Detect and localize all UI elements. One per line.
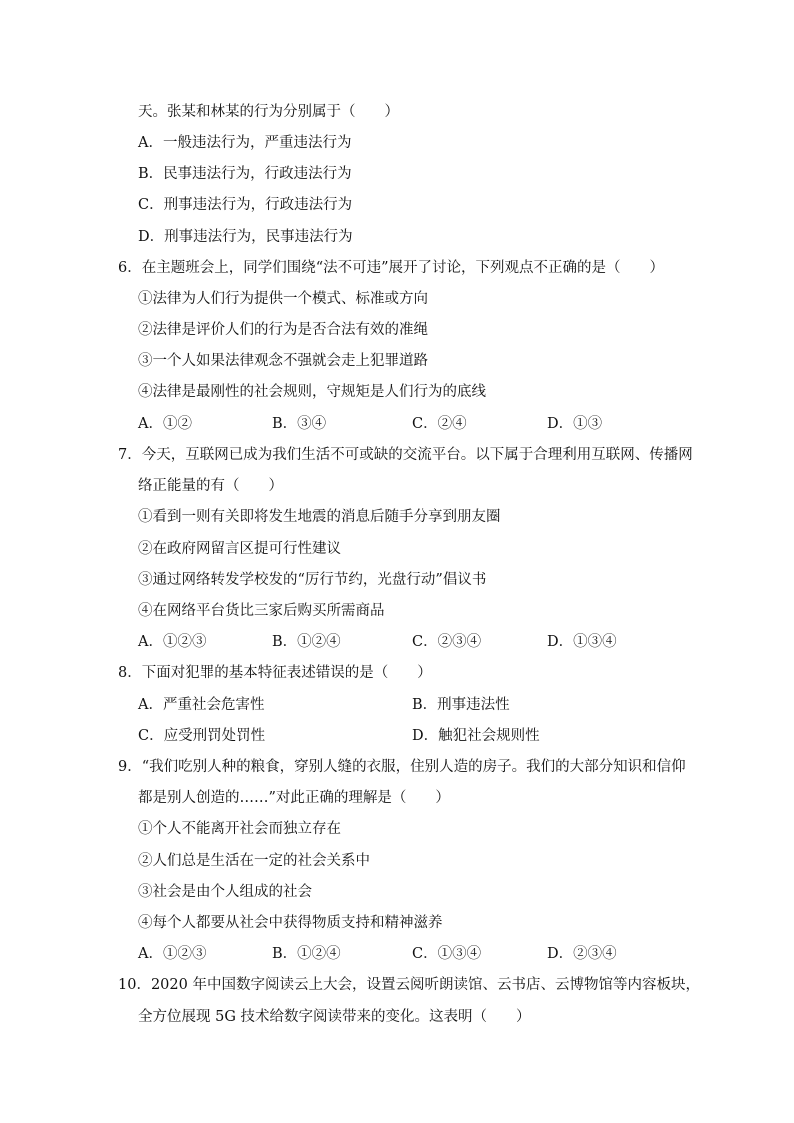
q7-stem-line1: 7．今天，互联网已成为我们生活不可或缺的交流平台。以下属于合理利用互联网、传播网 [118,447,693,463]
q7-item-1: ①看到一则有关即将发生地震的消息后随手分享到朋友圈 [138,509,501,525]
q7-stem-line2: 络正能量的有（ ） [138,478,283,494]
q7-option-a: A．①②③ [138,634,207,650]
q9-item-2: ②人们总是生活在一定的社会关系中 [138,853,370,869]
q6-option-d: D．①③ [547,416,603,432]
q10-stem-line2: 全方位展现 5G 技术给数字阅读带来的变化。这表明（ ） [138,1009,531,1025]
q9-stem-line1: 9．“我们吃别人种的粮食，穿别人缝的衣服，住别人造的房子。我们的大部分知识和信仰 [118,759,686,775]
q7-item-2: ②在政府网留言区提可行性建议 [138,541,341,557]
q5-option-c: C．刑事违法行为，行政违法行为 [138,197,353,213]
q6-stem: 6．在主题班会上，同学们围绕“法不可违”展开了讨论，下列观点不正确的是（ ） [118,260,665,276]
q9-item-1: ①个人不能离开社会而独立存在 [138,821,341,837]
q9-stem-line2: 都是别人创造的……”对此正确的理解是（ ） [138,790,450,806]
q6-item-4: ④法律是最刚性的社会规则，守规矩是人们行为的底线 [138,384,486,400]
q7-item-4: ④在网络平台货比三家后购买所需商品 [138,603,385,619]
q7-option-b: B．①②④ [272,634,341,650]
q8-stem: 8．下面对犯罪的基本特征表述错误的是（ ） [118,665,432,681]
q8-option-d: D．触犯社会规则性 [412,728,540,744]
q6-item-3: ③一个人如果法律观念不强就会走上犯罪道路 [138,353,428,369]
q8-option-c: C．应受刑罚处罚性 [138,728,266,744]
q9-option-b: B．①②④ [272,946,341,962]
q6-option-a: A．①② [138,416,192,432]
q10-stem-line1: 10．2020 年中国数字阅读云上大会，设置云阅听朗读馆、云书店、云博物馆等内容板块， [118,977,700,993]
q6-item-2: ②法律是评价人们的行为是否合法有效的准绳 [138,322,428,338]
q7-option-c: C．②③④ [412,634,482,650]
q5-stem-continuation: 天。张某和林某的行为分别属于（ ） [138,104,399,120]
q9-option-c: C．①③④ [412,946,482,962]
q5-option-a: A．一般违法行为，严重违法行为 [138,135,352,151]
q9-item-3: ③社会是由个人组成的社会 [138,884,312,900]
q5-option-b: B．民事违法行为，行政违法行为 [138,166,352,182]
q8-option-a: A．严重社会危害性 [138,697,265,713]
q6-item-1: ①法律为人们行为提供一个模式、标准或方向 [138,291,428,307]
q5-option-d: D．刑事违法行为，民事违法行为 [138,229,353,245]
q6-option-b: B．③④ [272,416,327,432]
q6-option-c: C．②④ [412,416,467,432]
q9-item-4: ④每个人都要从社会中获得物质支持和精神滋养 [138,915,443,931]
q7-option-d: D．①③④ [547,634,617,650]
q7-item-3: ③通过网络转发学校发的“厉行节约，光盘行动”倡议书 [138,572,487,588]
q8-option-b: B．刑事违法性 [412,697,510,713]
q9-option-d: D．②③④ [547,946,617,962]
q9-option-a: A．①②③ [138,946,207,962]
